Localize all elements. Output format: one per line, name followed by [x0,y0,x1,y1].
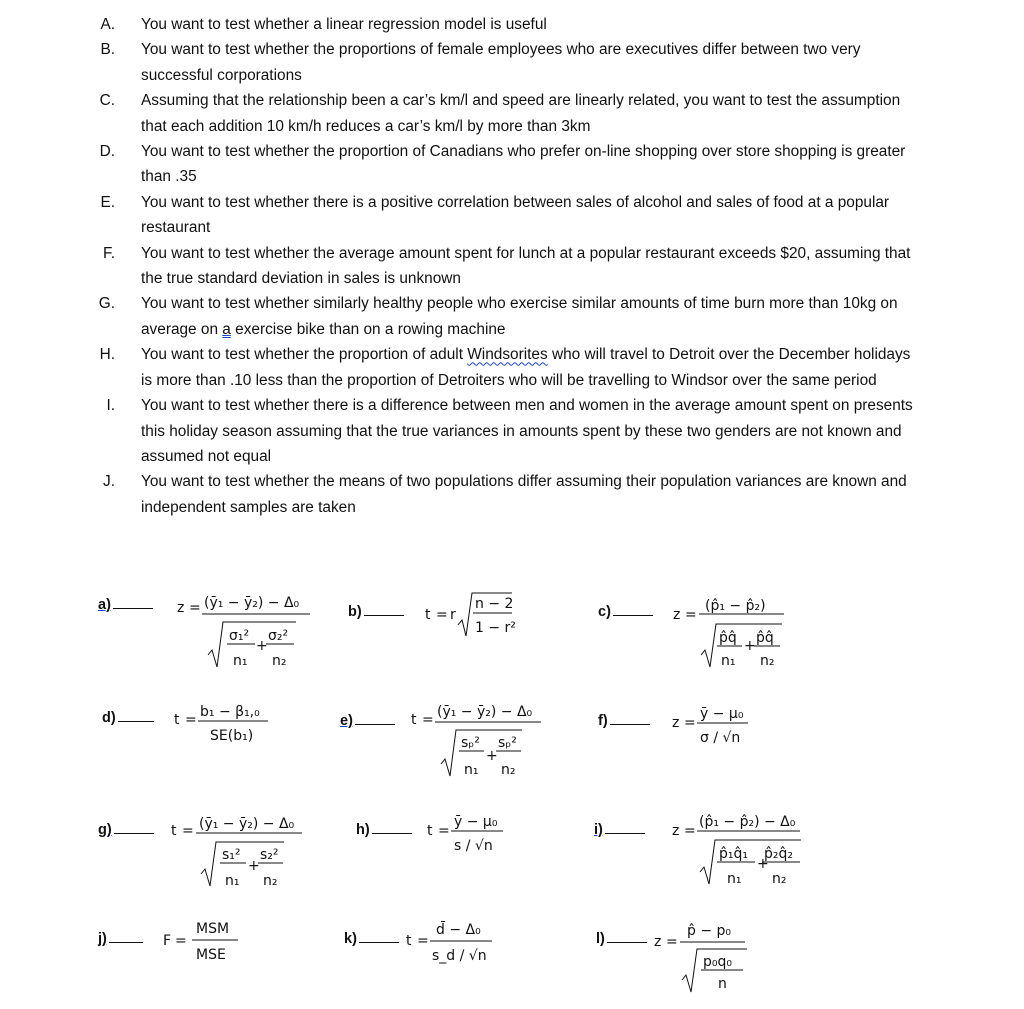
scenario-letter: F. [103,244,115,262]
label-text: f) [598,713,608,729]
scenario-letter: B. [100,41,115,59]
term-numerator: sₚ² [461,735,480,751]
label-text: h) [356,822,370,838]
formula-numerator: (ȳ₁ − ȳ₂) − Δ₀ [204,595,300,611]
formula-numerator: (p̂₁ − p̂₂) − Δ₀ [699,814,796,830]
formula-lhs: t [174,712,180,728]
term-numerator: p̂₁q̂₁ [719,846,748,862]
term-denominator: n₂ [760,653,775,669]
formula-lhs: t [425,607,431,623]
scenario-text: Assuming that the relationship been a car’s km/l and speed are linearly related, you want to test the assumption that each addition 10 km/h reduces a car’s km/l by more than 3km [141,92,901,135]
formula-denominator: SE(b₁) [210,728,254,744]
scenario-text: You want to test whether the proportion of Canadians who prefer on-line shopping over store shopping is greater than .35 [141,143,906,186]
formula-lhs: z [673,607,681,623]
scenario-text-part: You want to test whether similarly healthy people who exercise similar amounts of time burn more than 10kg on average on [141,295,898,338]
label-text: b) [348,604,362,620]
formula-lhs: t [411,712,417,728]
formula-numerator: (p̂₁ − p̂₂) [705,598,766,614]
formula-lhs: F [163,933,172,949]
equals-sign: = [182,823,194,839]
label-text: d) [102,710,116,726]
label-text: i) [594,822,603,838]
formula-g [171,816,302,889]
formula-denominator: s / √n [454,838,493,854]
term-denominator: n₁ [721,653,736,669]
formula-lhs: z [177,600,185,616]
formula-numerator: (ȳ₁ − ȳ₂) − Δ₀ [437,704,533,720]
plus-sign: + [248,858,260,874]
term-denominator: n₁ [233,653,248,669]
formula-h [427,814,503,854]
equals-sign: = [417,933,429,949]
formula-c [673,598,784,669]
formula-numerator: ȳ − μ₀ [454,814,498,830]
formula-lhs: z [672,823,680,839]
formula-numerator: (ȳ₁ − ȳ₂) − Δ₀ [199,816,295,832]
term-denominator: n [718,976,727,992]
equals-sign: = [438,823,450,839]
formula-denominator: MSE [196,947,226,963]
scenario-text: You want to test whether the proportions of female employees who are executives differ between two very successful corporations [141,41,861,84]
scenario-letter: C. [99,92,115,110]
label-text: j) [98,931,107,947]
scenario-text: You want to test whether a linear regression model is useful [141,16,547,33]
scenario-letter: E. [100,193,115,211]
scenario-letter: J. [103,473,115,491]
term-denominator: n₁ [225,873,240,889]
plus-sign: + [744,638,756,654]
term-denominator: n₂ [501,762,516,778]
equals-sign: = [189,600,201,616]
spellcheck-flagged-word: Windsorites [467,346,548,364]
equals-sign: = [175,933,187,949]
term-numerator: p̂q̂ [756,630,774,646]
formula-f [672,706,748,746]
scenario-text: You want to test whether the average amount spent for lunch at a popular restaurant exceeds $20, assuming that the true standard deviation in sales is unknown [141,244,911,288]
scenario-text: You want to test whether there is a difference between men and women in the average amount spent on presents this holiday season assuming that the true variances in amounts spent by these two genders are not known and assumed not equal [141,397,913,465]
formula-b [425,593,516,636]
formula-denominator: s_d / √n [432,948,487,964]
formula-d [174,704,268,744]
formula-numerator: ȳ − μ₀ [700,706,744,722]
scenario-text-part: exercise bike than on a rowing machine [230,320,506,338]
scenario-text-part: You want to test whether the proportion of adult [141,346,468,364]
formula-lhs: z [672,715,680,731]
equals-sign: = [684,715,696,731]
term-numerator: sₚ² [498,735,517,751]
formula-denominator: 1 − r² [475,620,516,636]
grammar-flagged-word: a [222,320,231,338]
label-text: e) [340,713,353,729]
term-denominator: n₂ [263,873,278,889]
plus-sign: + [757,856,769,872]
equals-sign: = [666,934,678,950]
formula-numerator: d̄ − Δ₀ [436,922,481,938]
formula-numerator: MSM [196,921,230,937]
scenario-letter: D. [99,143,115,161]
label-text: g) [98,822,112,838]
term-denominator: n₁ [727,871,742,887]
formula-numerator: b₁ − β₁,₀ [200,704,260,720]
label-text: l) [596,931,605,947]
formula-lhs: t [406,933,412,949]
equals-sign: = [685,607,697,623]
scenario-letter: A. [100,16,115,33]
formula-l [654,923,747,992]
formula-lhs: t [427,823,433,839]
formula-e [411,704,541,778]
formula-numerator: p̂ − p₀ [687,923,732,939]
label-text: c) [598,604,611,620]
equals-sign: = [185,712,197,728]
scenario-text-part: who will travel to Detroit over the December holidays is more than .10 less than the proportion of Detroiters who will be travelling to Windsor over the same period [141,346,911,389]
term-numerator: σ₁² [229,628,250,644]
scenario-text: You want to test whether the means of two populations differ assuming their population variances are known and independent samples are taken [141,473,907,516]
formula-denominator: σ / √n [700,730,741,746]
formula-i [672,814,801,887]
scenario-letter: G. [98,295,115,313]
term-numerator: σ₂² [268,628,289,644]
formula-numerator: n − 2 [475,596,514,612]
formula-j [163,921,238,963]
equals-sign: = [684,823,696,839]
formula-coefficient: r [450,607,456,623]
term-denominator: n₂ [272,653,287,669]
formula-k [406,920,492,964]
formula-a [177,595,310,669]
term-numerator: s₁² [222,847,241,863]
term-numerator: p̂₂q̂₂ [764,846,793,862]
label-text: a) [98,597,111,613]
label-text: k) [344,931,357,947]
term-numerator: p₀q₀ [703,954,732,970]
term-numerator: s₂² [260,847,279,863]
formula-lhs: z [654,934,662,950]
formula-lhs: t [171,823,177,839]
scenario-letter: I. [106,397,115,415]
scenario-text: You want to test whether there is a positive correlation between sales of alcohol and sales of food at a popular restaurant [141,193,890,237]
equals-sign: = [422,712,434,728]
term-denominator: n₂ [772,871,787,887]
equals-sign: = [436,607,448,623]
plus-sign: + [486,748,498,764]
plus-sign: + [256,638,268,654]
scenario-letter: H. [99,346,115,364]
term-numerator: p̂q̂ [719,630,737,646]
term-denominator: n₁ [464,762,479,778]
